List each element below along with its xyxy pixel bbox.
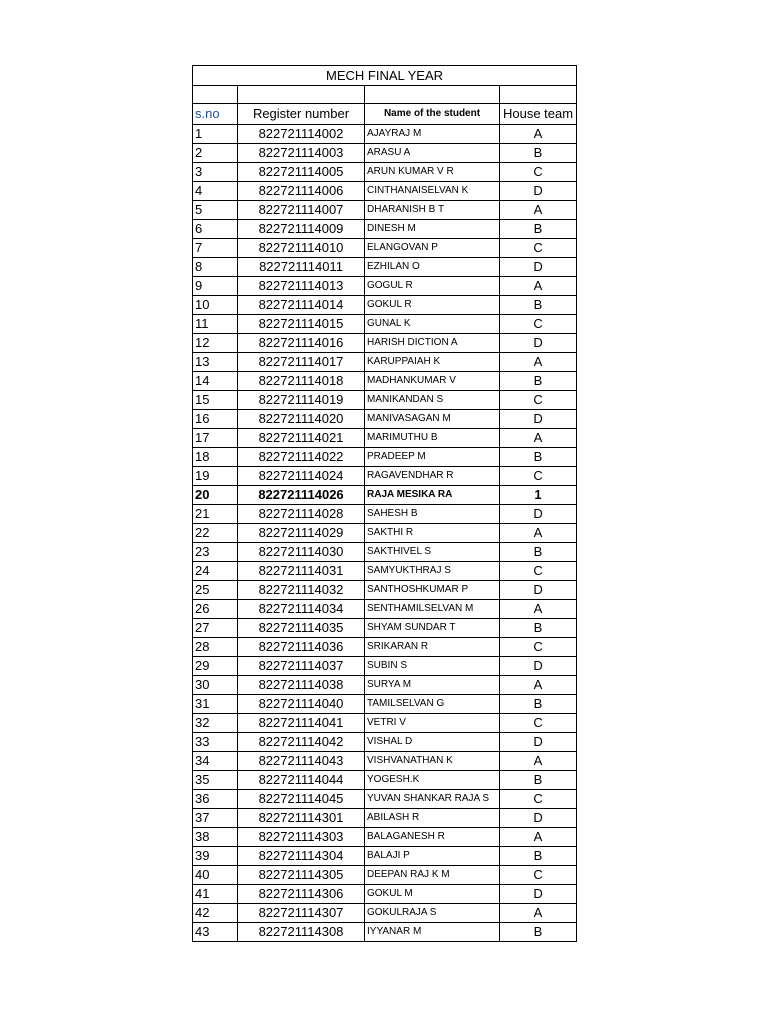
row-house-team: D [500,809,577,828]
table-row [193,809,577,828]
row-register-number: 822721114021 [238,429,365,448]
table-row [193,524,577,543]
row-register-number: 822721114034 [238,600,365,619]
row-student-name: SUBIN S [365,657,500,676]
row-sno: 2 [193,144,238,163]
row-register-number: 822721114044 [238,771,365,790]
row-house-team: A [500,353,577,372]
row-register-number: 822721114010 [238,239,365,258]
row-sno: 1 [193,125,238,144]
table-row [193,714,577,733]
row-register-number: 822721114006 [238,182,365,201]
row-house-team: C [500,562,577,581]
row-register-number: 822721114040 [238,695,365,714]
row-register-number: 822721114305 [238,866,365,885]
row-sno: 22 [193,524,238,543]
row-sno: 27 [193,619,238,638]
row-student-name: DINESH M [365,220,500,239]
table-row [193,619,577,638]
row-house-team: D [500,733,577,752]
table-row [193,220,577,239]
row-student-name: GUNAL K [365,315,500,334]
row-student-name: BALAJI P [365,847,500,866]
row-register-number: 822721114042 [238,733,365,752]
row-student-name: CINTHANAISELVAN K [365,182,500,201]
row-sno: 19 [193,467,238,486]
row-house-team: A [500,429,577,448]
row-student-name: YOGESH.K [365,771,500,790]
row-register-number: 822721114018 [238,372,365,391]
row-student-name: SAKTHIVEL S [365,543,500,562]
table-row [193,790,577,809]
row-house-team: A [500,277,577,296]
row-sno: 40 [193,866,238,885]
row-house-team: D [500,410,577,429]
row-register-number: 822721114308 [238,923,365,942]
row-sno: 3 [193,163,238,182]
row-house-team: A [500,201,577,220]
table-row [193,828,577,847]
row-student-name: MANIVASAGAN M [365,410,500,429]
row-register-number: 822721114041 [238,714,365,733]
row-student-name: SANTHOSHKUMAR P [365,581,500,600]
blank-cell [238,86,365,104]
table-row [193,239,577,258]
row-house-team: A [500,904,577,923]
blank-cell [365,86,500,104]
row-sno: 10 [193,296,238,315]
table-row [193,638,577,657]
row-house-team: C [500,467,577,486]
row-student-name: MADHANKUMAR V [365,372,500,391]
row-register-number: 822721114015 [238,315,365,334]
row-register-number: 822721114031 [238,562,365,581]
row-house-team: B [500,923,577,942]
row-house-team: D [500,581,577,600]
row-sno: 28 [193,638,238,657]
row-student-name: DEEPAN RAJ K M [365,866,500,885]
row-house-team: C [500,239,577,258]
table-row [193,771,577,790]
row-student-name: AJAYRAJ M [365,125,500,144]
row-sno: 31 [193,695,238,714]
table-row [193,543,577,562]
row-house-team: D [500,334,577,353]
row-house-team: A [500,524,577,543]
table-row [193,657,577,676]
row-sno: 36 [193,790,238,809]
row-house-team: D [500,657,577,676]
table-row [193,486,577,505]
row-house-team: B [500,448,577,467]
row-register-number: 822721114030 [238,543,365,562]
row-student-name: IYYANAR M [365,923,500,942]
row-student-name: BALAGANESH R [365,828,500,847]
table-row [193,505,577,524]
row-register-number: 822721114029 [238,524,365,543]
sheet-title: MECH FINAL YEAR [193,66,577,86]
row-house-team: A [500,600,577,619]
row-student-name: SRIKARAN R [365,638,500,657]
row-register-number: 822721114307 [238,904,365,923]
table-row [193,410,577,429]
row-sno: 7 [193,239,238,258]
row-sno: 18 [193,448,238,467]
row-student-name: VISHVANATHAN K [365,752,500,771]
table-row [193,885,577,904]
table-row [193,144,577,163]
row-sno: 38 [193,828,238,847]
row-house-team: A [500,125,577,144]
row-sno: 12 [193,334,238,353]
row-house-team: C [500,315,577,334]
row-register-number: 822721114020 [238,410,365,429]
row-student-name: SAMYUKTHRAJ S [365,562,500,581]
row-register-number: 822721114035 [238,619,365,638]
row-register-number: 822721114002 [238,125,365,144]
row-house-team: D [500,182,577,201]
row-sno: 11 [193,315,238,334]
table-row [193,467,577,486]
table-row [193,334,577,353]
row-house-team: D [500,505,577,524]
table-row [193,296,577,315]
row-student-name: MANIKANDAN S [365,391,500,410]
row-student-name: KARUPPAIAH K [365,353,500,372]
row-house-team: B [500,220,577,239]
table-row [193,847,577,866]
row-register-number: 822721114301 [238,809,365,828]
table-row [193,904,577,923]
row-house-team: 1 [500,486,577,505]
row-sno: 41 [193,885,238,904]
row-student-name: GOKUL R [365,296,500,315]
row-register-number: 822721114045 [238,790,365,809]
table-row [193,581,577,600]
row-house-team: B [500,619,577,638]
row-student-name: SAHESH B [365,505,500,524]
table-row [193,562,577,581]
row-sno: 35 [193,771,238,790]
row-sno: 24 [193,562,238,581]
row-student-name: GOKUL M [365,885,500,904]
row-student-name: ARASU A [365,144,500,163]
blank-cell [500,86,577,104]
row-student-name: RAJA MESIKA RA [365,486,500,505]
row-house-team: B [500,372,577,391]
student-house-table [192,65,577,942]
row-register-number: 822721114013 [238,277,365,296]
table-row [193,448,577,467]
table-row [193,163,577,182]
header-register-number: Register number [238,104,365,125]
row-student-name: DHARANISH B T [365,201,500,220]
row-register-number: 822721114019 [238,391,365,410]
row-register-number: 822721114005 [238,163,365,182]
row-student-name: SHYAM SUNDAR T [365,619,500,638]
row-student-name: ABILASH R [365,809,500,828]
row-sno: 29 [193,657,238,676]
table-row [193,258,577,277]
table-row [193,391,577,410]
row-register-number: 822721114036 [238,638,365,657]
row-sno: 34 [193,752,238,771]
row-student-name: ELANGOVAN P [365,239,500,258]
table-row [193,182,577,201]
table-row [193,752,577,771]
row-sno: 43 [193,923,238,942]
table-row [193,125,577,144]
table-row [193,676,577,695]
table-row [193,600,577,619]
header-student-name: Name of the student [365,104,500,125]
row-sno: 13 [193,353,238,372]
row-sno: 8 [193,258,238,277]
blank-row [193,86,577,104]
row-register-number: 822721114014 [238,296,365,315]
table-row [193,923,577,942]
row-house-team: A [500,676,577,695]
row-student-name: GOGUL R [365,277,500,296]
row-house-team: C [500,790,577,809]
row-register-number: 822721114032 [238,581,365,600]
table-row [193,372,577,391]
row-student-name: YUVAN SHANKAR RAJA S [365,790,500,809]
row-register-number: 822721114026 [238,486,365,505]
row-student-name: VISHAL D [365,733,500,752]
row-sno: 26 [193,600,238,619]
row-sno: 37 [193,809,238,828]
row-house-team: C [500,866,577,885]
row-student-name: TAMILSELVAN G [365,695,500,714]
table-row [193,315,577,334]
row-register-number: 822721114003 [238,144,365,163]
row-register-number: 822721114038 [238,676,365,695]
row-house-team: B [500,296,577,315]
row-sno: 21 [193,505,238,524]
row-house-team: D [500,885,577,904]
row-student-name: SAKTHI R [365,524,500,543]
row-house-team: B [500,771,577,790]
row-student-name: HARISH DICTION A [365,334,500,353]
row-house-team: B [500,144,577,163]
row-sno: 6 [193,220,238,239]
row-sno: 30 [193,676,238,695]
table-row [193,201,577,220]
blank-cell [193,86,238,104]
row-house-team: C [500,391,577,410]
row-register-number: 822721114007 [238,201,365,220]
row-sno: 15 [193,391,238,410]
row-house-team: B [500,543,577,562]
row-house-team: B [500,847,577,866]
row-sno: 16 [193,410,238,429]
row-register-number: 822721114011 [238,258,365,277]
header-house-team: House team [500,104,577,125]
table-row [193,695,577,714]
header-row [193,104,577,125]
row-sno: 25 [193,581,238,600]
row-register-number: 822721114043 [238,752,365,771]
row-student-name: SENTHAMILSELVAN M [365,600,500,619]
table-row [193,277,577,296]
header-sno: s.no [193,104,238,125]
row-student-name: MARIMUTHU B [365,429,500,448]
row-sno: 17 [193,429,238,448]
row-register-number: 822721114028 [238,505,365,524]
title-row [193,66,577,86]
row-house-team: D [500,258,577,277]
row-sno: 23 [193,543,238,562]
row-register-number: 822721114009 [238,220,365,239]
row-house-team: B [500,695,577,714]
row-sno: 5 [193,201,238,220]
table-row [193,429,577,448]
row-register-number: 822721114017 [238,353,365,372]
table-row [193,733,577,752]
table-row [193,353,577,372]
row-student-name: RAGAVENDHAR R [365,467,500,486]
row-register-number: 822721114024 [238,467,365,486]
row-register-number: 822721114306 [238,885,365,904]
row-register-number: 822721114037 [238,657,365,676]
row-sno: 33 [193,733,238,752]
row-house-team: A [500,828,577,847]
row-house-team: C [500,714,577,733]
table-row [193,866,577,885]
row-sno: 42 [193,904,238,923]
row-register-number: 822721114303 [238,828,365,847]
row-register-number: 822721114022 [238,448,365,467]
row-house-team: A [500,752,577,771]
row-house-team: C [500,638,577,657]
row-student-name: SURYA M [365,676,500,695]
row-sno: 39 [193,847,238,866]
row-student-name: VETRI V [365,714,500,733]
row-student-name: GOKULRAJA S [365,904,500,923]
row-sno: 14 [193,372,238,391]
row-sno: 20 [193,486,238,505]
row-register-number: 822721114016 [238,334,365,353]
row-student-name: ARUN KUMAR V R [365,163,500,182]
row-sno: 9 [193,277,238,296]
row-register-number: 822721114304 [238,847,365,866]
row-student-name: PRADEEP M [365,448,500,467]
row-sno: 4 [193,182,238,201]
row-sno: 32 [193,714,238,733]
row-student-name: EZHILAN O [365,258,500,277]
row-house-team: C [500,163,577,182]
